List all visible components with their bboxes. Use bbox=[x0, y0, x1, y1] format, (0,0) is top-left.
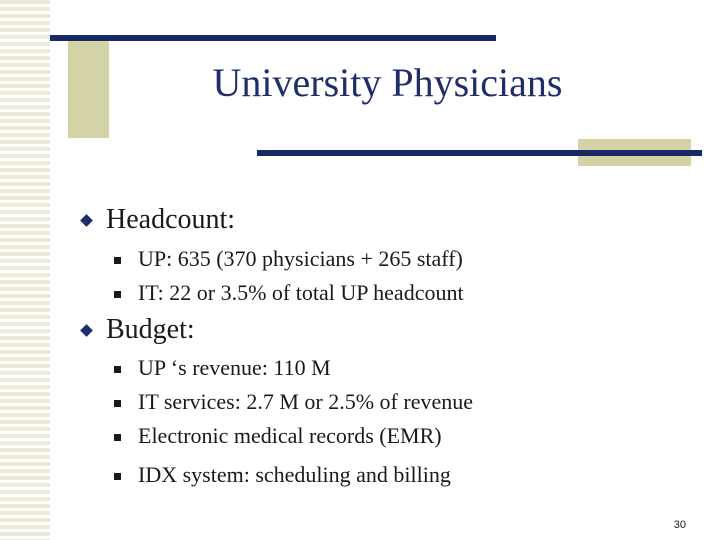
diamond-bullet-icon bbox=[80, 324, 93, 337]
square-bullet-icon bbox=[114, 257, 121, 264]
slide-title: University Physicians bbox=[212, 60, 563, 105]
decor-tan-block-top bbox=[68, 38, 109, 138]
stripe-band bbox=[0, 0, 50, 540]
square-bullet-icon bbox=[114, 400, 121, 407]
square-bullet-icon bbox=[114, 473, 121, 480]
square-bullet-icon bbox=[114, 434, 121, 441]
section-heading: Headcount: bbox=[106, 204, 236, 235]
square-bullet-icon bbox=[114, 366, 121, 373]
page-number: 30 bbox=[673, 519, 686, 531]
section-heading: Budget: bbox=[106, 314, 195, 345]
decor-navy-bar-top bbox=[50, 35, 496, 41]
square-bullet-icon bbox=[114, 291, 121, 298]
diamond-bullet-icon bbox=[80, 214, 93, 227]
decor-navy-bar-mid bbox=[257, 150, 702, 156]
